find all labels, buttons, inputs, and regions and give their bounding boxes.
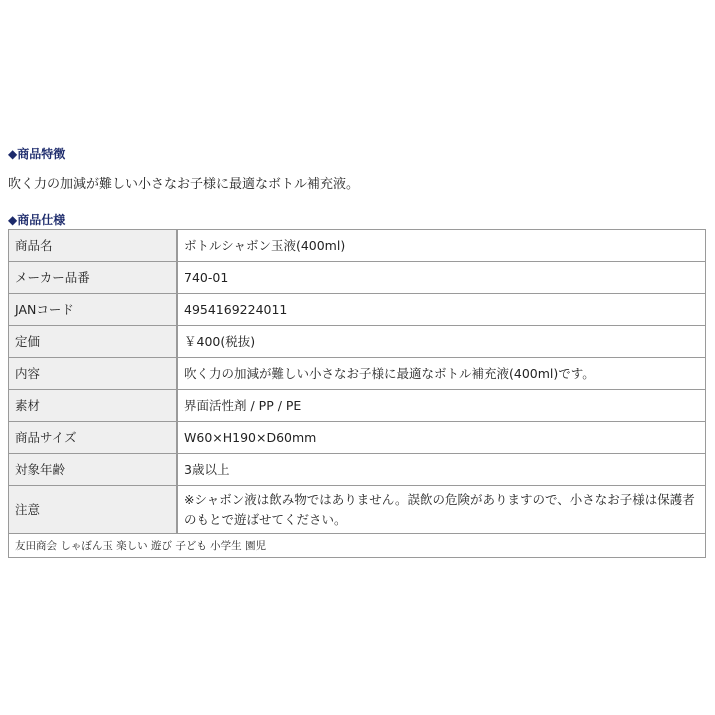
spec-label: メーカー品番 [9,262,178,294]
spec-value: ￥400(税抜) [177,326,706,358]
spec-label: 内容 [9,358,178,390]
spec-value: 740-01 [177,262,706,294]
spec-label: 商品名 [9,230,178,262]
spec-label: 注意 [9,486,178,534]
tags-row [9,534,706,558]
spec-row-jan-code [9,294,706,326]
spec-label: JANコード [9,294,178,326]
features-heading: ◆商品特徴 [8,147,66,161]
spec-row-size [9,422,706,454]
spec-label: 商品サイズ [9,422,178,454]
spec-row-product-name [9,230,706,262]
spec-value: 4954169224011 [177,294,706,326]
spec-row-price [9,326,706,358]
spec-value: 界面活性剤 / PP / PE [177,390,706,422]
spec-row-caution [9,486,706,534]
specs-heading: ◆商品仕様 [8,213,66,227]
spec-table [8,229,706,558]
spec-value: W60×H190×D60mm [177,422,706,454]
spec-value: 3歳以上 [177,454,706,486]
tags-text: 友田商会 しゃぼん玉 楽しい 遊び 子ども 小学生 園児 [9,534,706,558]
spec-value: ※シャボン液は飲み物ではありません。誤飲の危険がありますので、小さなお子様は保護者のもとで遊ばせてください。 [177,486,706,534]
spec-label: 素材 [9,390,178,422]
spec-row-contents [9,358,706,390]
spec-value: 吹く力の加減が難しい小さなお子様に最適なボトル補充液(400ml)です。 [177,358,706,390]
features-text: 吹く力の加減が難しい小さなお子様に最適なボトル補充液。 [8,177,360,192]
spec-row-material [9,390,706,422]
spec-row-maker-number [9,262,706,294]
spec-row-target-age [9,454,706,486]
spec-label: 定価 [9,326,178,358]
spec-value: ボトルシャボン玉液(400ml) [177,230,706,262]
spec-label: 対象年齢 [9,454,178,486]
